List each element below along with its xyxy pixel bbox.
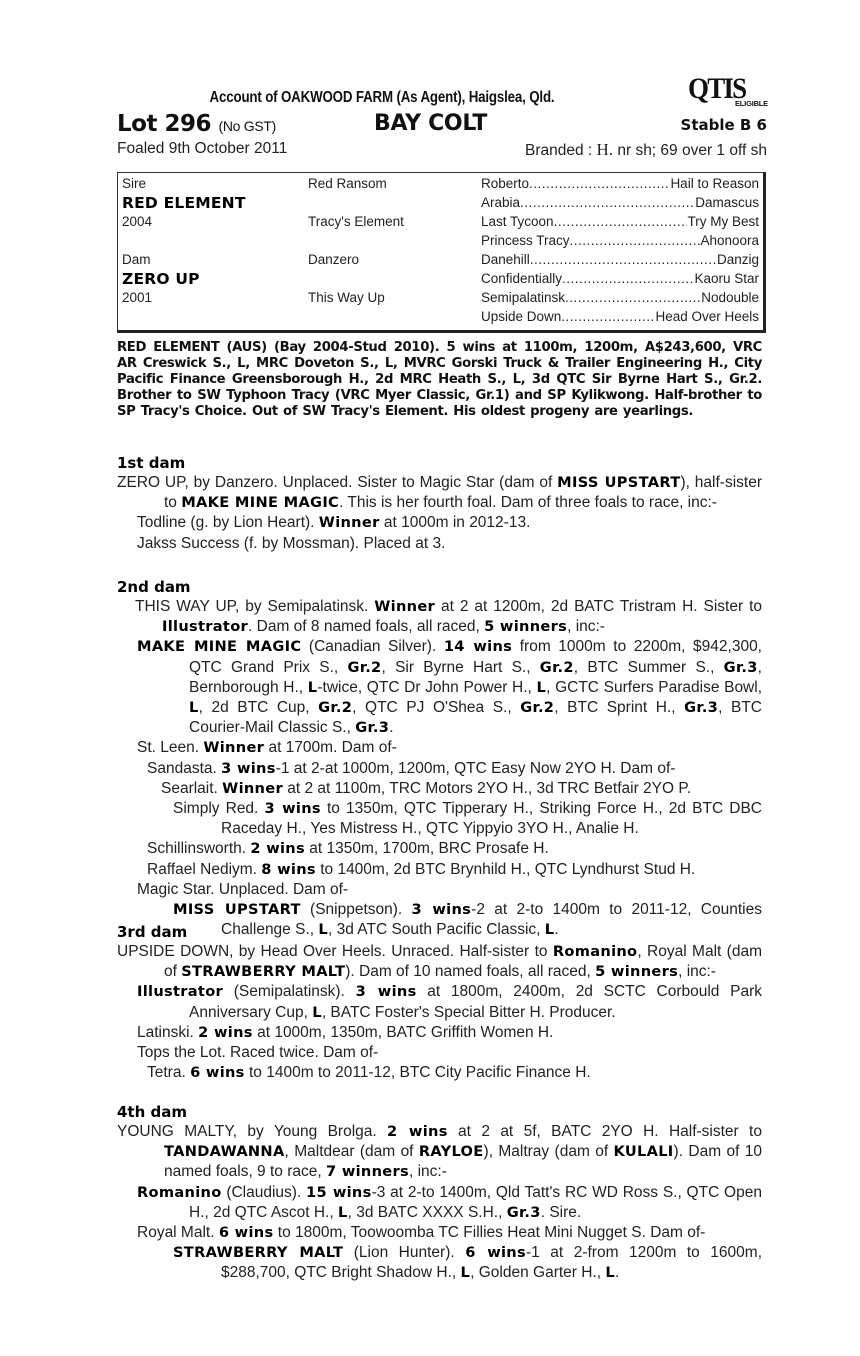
stable-location: Stable B 6: [680, 116, 767, 134]
leader-dots: [570, 232, 701, 250]
section-title: 2nd dam: [117, 578, 191, 596]
pedigree-entry: [117, 880, 762, 900]
text-run: Magic Star. Unplaced. Dam of-: [137, 880, 349, 898]
bold-run: 6 wins: [218, 1224, 274, 1242]
text-run: Latinski.: [137, 1023, 199, 1041]
leader-dots: [529, 175, 670, 193]
text-run: .: [554, 921, 559, 939]
vendor-line: Account of OAKWOOD FARM (As Agent), Haigslea, Qld.: [209, 89, 555, 106]
text-run: , GCTC Surfers Paradise Bowl,: [546, 678, 763, 696]
bold-run: 2 wins: [387, 1123, 448, 1140]
bold-run: L: [605, 1264, 615, 1282]
gen3-row: [481, 213, 759, 231]
bold-run: Winner: [318, 514, 380, 532]
bold-run: Romanino: [137, 1183, 222, 1201]
text-run: Schillinsworth.: [147, 840, 251, 858]
section-title: 3rd dam: [117, 923, 188, 941]
section-title: 1st dam: [117, 454, 186, 472]
bold-run: 3 wins: [355, 983, 417, 1001]
gen3-row: [481, 251, 759, 269]
text-run: , BATC Foster's Special Bitter H. Producer.: [321, 1003, 616, 1021]
gen3-right: Ahonoora: [700, 233, 759, 248]
foaled-date: Foaled 9th October 2011: [117, 140, 288, 157]
text-run: at 1700m. Dam of-: [264, 739, 397, 757]
leader-dots: [530, 251, 717, 269]
section-title: 4th dam: [117, 1103, 187, 1121]
pedigree-entry: [117, 1063, 762, 1083]
gen3-left: Arabia: [481, 195, 521, 210]
bold-run: Winner: [222, 779, 283, 797]
bold-run: L: [307, 678, 318, 696]
qtis-logo-icon: QTIS: [688, 72, 746, 105]
text-run: -3 at 2-to 1400m, Qld Tatt's RC WD Ross S., QTC Open H., 2d QTC Ascot H.,: [189, 1183, 762, 1221]
text-run: at 1350m, 1700m, BRC Prosafe H.: [304, 840, 549, 858]
pedigree-entry: [117, 1223, 762, 1243]
bold-run: 2 wins: [198, 1023, 253, 1041]
text-run: .: [389, 719, 394, 737]
pedigree-entry: [117, 779, 762, 799]
text-run: ), Maltray (dam of: [483, 1143, 614, 1161]
dam-dam: This Way Up: [308, 290, 385, 305]
gen3-row: [481, 270, 759, 288]
gst-note: (No GST): [218, 118, 276, 134]
text-run: THIS WAY UP, by Semipalatinsk.: [135, 598, 375, 615]
bold-run: Gr.3: [506, 1203, 541, 1221]
dam-name: ZERO UP: [122, 270, 200, 288]
pedigree-entry: [117, 1023, 762, 1043]
gen3-left: Roberto: [481, 176, 530, 191]
text-run: , Golden Garter H.,: [470, 1264, 606, 1282]
pedigree-entry: [117, 982, 762, 1022]
dam-year: 2001: [122, 290, 153, 305]
pedigree-entry: [117, 534, 762, 554]
brand-mark: H.: [596, 140, 614, 159]
text-run: , Maltdear (dam of: [284, 1143, 419, 1161]
text-run: ZERO UP, by Danzero. Unplaced. Sister to Magic Star (dam of: [117, 474, 558, 491]
text-run: , QTC PJ O'Shea S.,: [352, 699, 521, 717]
gen3-row: [481, 194, 759, 212]
section-1st-dam: [117, 453, 762, 554]
text-run: , Royal Malt (dam of: [164, 943, 763, 981]
text-run: , inc:-: [408, 1163, 447, 1181]
gen3-right: Hail to Reason: [670, 176, 759, 191]
text-run: at 1000m in 2012-13.: [379, 514, 531, 532]
branded-rest: nr sh; 69 over 1 off sh: [613, 142, 767, 159]
bold-run: Gr.2: [318, 699, 353, 717]
text-run: -twice, QTC Dr John Power H.,: [317, 678, 537, 696]
text-run: , Sir Byrne Hart S.,: [381, 658, 540, 676]
pedigree-entry: [117, 860, 762, 880]
gen3-left: Danehill: [481, 252, 530, 267]
text-run: , inc:-: [678, 963, 716, 981]
sire-label: Sire: [122, 176, 147, 191]
bold-run: 2 wins: [250, 840, 305, 858]
section-body: [117, 597, 762, 940]
dam-label: Dam: [122, 252, 151, 267]
sex-colour: BAY COLT: [374, 111, 488, 136]
text-run: Tops the Lot. Raced twice. Dam of-: [137, 1044, 379, 1062]
bold-run: 3 wins: [221, 759, 276, 777]
text-run: . Dam of 8 named foals, all raced,: [248, 618, 485, 636]
pedigree-entry: [117, 799, 762, 839]
text-run: at 2 at 5f, BATC 2YO H. Half-sister to: [447, 1123, 762, 1140]
bold-run: Winner: [374, 598, 436, 615]
leader-dots: [554, 213, 688, 231]
gen3-row: [481, 232, 759, 250]
bold-run: L: [460, 1264, 471, 1282]
bold-run: KULALI: [613, 1143, 674, 1161]
text-run: , BTC Summer S.,: [573, 658, 724, 676]
lot-number: [117, 111, 276, 137]
text-run: ). Dam of 10 named foals, 9 to race,: [164, 1143, 763, 1181]
bold-run: Gr.2: [539, 658, 574, 676]
bold-run: 3 wins: [411, 901, 472, 919]
text-run: Royal Malt.: [137, 1224, 219, 1242]
leader-dots: [565, 289, 701, 307]
text-run: to 1400m, 2d BTC Brynhild H., QTC Lyndhurst Stud H.: [315, 860, 696, 878]
bold-run: TANDAWANNA: [164, 1143, 285, 1161]
text-run: Sandasta.: [147, 759, 222, 777]
pedigree-entry: [117, 1043, 762, 1063]
lot-label: Lot 296: [117, 111, 211, 137]
bold-run: L: [312, 1003, 322, 1021]
bold-run: MISS UPSTART: [557, 474, 681, 491]
bold-run: L: [544, 921, 555, 939]
text-run: (Canadian Silver).: [301, 638, 444, 656]
bold-run: L: [536, 678, 547, 696]
section-body: [117, 1122, 762, 1284]
text-run: , BTC Sprint H.,: [554, 699, 685, 717]
leader-dots: [561, 308, 655, 326]
text-run: to 1350m, QTC Tipperary H., Striking Force H., 2d BTC DBC Raceday H., Yes Mistress H., QTC Yippyio 3YO H., Analie H.: [221, 800, 762, 838]
section-body: [117, 473, 762, 554]
bold-run: MAKE MINE MAGIC: [181, 494, 340, 512]
text-run: , inc:-: [567, 618, 605, 636]
text-run: St. Leen.: [137, 739, 204, 757]
bold-run: 8 wins: [261, 860, 316, 878]
qtis-eligible-label: ELIGIBLE: [735, 99, 768, 108]
text-run: . Sire.: [540, 1203, 582, 1221]
text-run: -1 at 2-at 1000m, 1200m, QTC Easy Now 2YO H. Dam of-: [275, 759, 676, 777]
bold-run: STRAWBERRY MALT: [173, 1244, 344, 1262]
bold-run: L: [189, 699, 199, 717]
bold-run: Romanino: [552, 943, 638, 960]
pedigree-table: [117, 172, 766, 333]
bold-run: 6 wins: [465, 1244, 526, 1262]
text-run: (Lion Hunter).: [343, 1244, 466, 1262]
text-run: , Bernborough H.,: [189, 658, 762, 696]
gen3-left: Princess Tracy: [481, 233, 570, 248]
text-run: to 1400m to 2011-12, BTC City Pacific Finance H.: [244, 1064, 591, 1082]
lot-header: [117, 111, 767, 139]
bold-run: 14 wins: [443, 638, 513, 656]
text-run: Tetra.: [147, 1064, 191, 1082]
text-run: Todline (g. by Lion Heart).: [137, 514, 319, 532]
text-run: from 1000m to 2200m, $942,300, QTC Grand Prix S.,: [189, 638, 762, 676]
bold-run: 5 winners: [595, 963, 679, 981]
text-run: UPSIDE DOWN, by Head Over Heels. Unraced. Half-sister to: [117, 943, 553, 960]
section-3rd-dam: [117, 922, 762, 1083]
bold-run: 7 winners: [325, 1163, 409, 1181]
bold-run: Winner: [203, 739, 265, 757]
gen3-left: Semipalatinsk: [481, 290, 566, 305]
leader-dots: [520, 194, 695, 212]
gen3-left: Last Tycoon: [481, 214, 554, 229]
leader-dots: [562, 270, 694, 288]
text-run: ), half-sister to: [164, 474, 762, 512]
gen3-right: Damascus: [695, 195, 759, 210]
bold-run: RAYLOE: [418, 1143, 484, 1161]
brand-description: [525, 140, 767, 160]
text-run: (Snippetson).: [300, 901, 412, 919]
gen3-row: [481, 175, 759, 193]
section-body: [117, 942, 762, 1083]
pedigree-entry: [117, 1183, 762, 1223]
bold-run: Illustrator: [137, 983, 224, 1001]
sire-biography: RED ELEMENT (AUS) (Bay 2004-Stud 2010). 5 wins at 1100m, 1200m, A$243,600, VRC AR Creswick S., L, MRC Doveton S., L, MVRC Gorski Truck & Trailer Engineering H., City Pacific Finance Greensborough H., 2d MRC Heath S., L, 3d QTC Sir Byrne Hart S., Gr.2. Brother to SW Typhoon Tracy (VRC Myer Classic, Gr.1) and SP Kylikwong. Half-brother to SP Tracy's Choice. Out of SW Tracy's Element. His oldest progeny are yearlings.: [117, 340, 762, 419]
bold-run: STRAWBERRY MALT: [181, 963, 346, 981]
pedigree-entry: [117, 513, 762, 533]
bold-run: MAKE MINE MAGIC: [137, 638, 302, 656]
sire-dam: Tracy's Element: [308, 214, 404, 229]
pedigree-entry: [117, 473, 762, 513]
text-run: at 2 at 1200m, 2d BATC Tristram H. Sister to: [435, 598, 762, 615]
sire-year: 2004: [122, 214, 153, 229]
text-run: , 2d BTC Cup,: [198, 699, 319, 717]
pedigree-entry: [117, 1122, 762, 1183]
gen3-row: [481, 308, 759, 326]
gen3-left: Upside Down: [481, 309, 562, 324]
text-run: -1 at 2-from 1200m to 1600m, $288,700, QTC Bright Shadow H.,: [221, 1244, 762, 1282]
gen3-left: Confidentially: [481, 271, 563, 286]
text-run: , 3d BATC XXXX S.H.,: [347, 1203, 507, 1221]
bold-run: 6 wins: [190, 1064, 245, 1082]
pedigree-entry: [117, 942, 762, 982]
gen3-right: Try My Best: [687, 214, 759, 229]
pedigree-entry: [117, 839, 762, 859]
bold-run: Gr.3: [723, 658, 758, 676]
bold-run: Gr.2: [520, 699, 555, 717]
text-run: YOUNG MALTY, by Young Brolga.: [117, 1123, 388, 1140]
text-run: at 1800m, 2400m, 2d SCTC Corbould Park Anniversary Cup,: [189, 983, 762, 1021]
text-run: (Claudius).: [221, 1183, 307, 1201]
text-run: (Semipalatinsk).: [223, 983, 356, 1001]
text-run: ). Dam of 10 named foals, all raced,: [345, 963, 596, 981]
sire-name: RED ELEMENT: [122, 194, 246, 212]
pedigree-entry: [117, 637, 762, 738]
bold-run: Gr.3: [355, 719, 390, 737]
gen3-row: [481, 289, 759, 307]
text-run: -2 at 2-to 1400m to 2011-12, Counties Challenge S.,: [221, 901, 762, 939]
text-run: Searlait.: [161, 779, 223, 797]
gen3-right: Danzig: [716, 252, 759, 267]
branded-prefix: Branded :: [524, 142, 597, 159]
text-run: . This is her fourth foal. Dam of three foals to race, inc:-: [339, 494, 717, 512]
text-run: Simply Red.: [173, 800, 265, 818]
gen3-right: Nodouble: [701, 290, 759, 305]
bold-run: 5 winners: [484, 618, 568, 636]
pedigree-entry: [117, 738, 762, 758]
gen3-right: Kaoru Star: [694, 271, 759, 286]
bold-run: Gr.3: [684, 699, 719, 717]
text-run: at 1000m, 1350m, BATC Griffith Women H.: [252, 1023, 554, 1041]
qtis-eligible-logo: [688, 72, 768, 110]
section-2nd-dam: [117, 577, 762, 940]
sire-sire: Red Ransom: [308, 176, 387, 191]
bold-run: L: [318, 921, 328, 939]
bold-run: 15 wins: [306, 1183, 372, 1201]
text-run: , BTC Courier-Mail Classic S.,: [189, 699, 762, 737]
pedigree-entry: [117, 1243, 762, 1283]
bold-run: Illustrator: [162, 618, 249, 636]
bold-run: Gr.2: [347, 658, 382, 676]
text-run: Jakss Success (f. by Mossman). Placed at 3.: [137, 534, 446, 552]
dam-sire: Danzero: [308, 252, 360, 267]
bold-run: L: [338, 1203, 348, 1221]
section-4th-dam: [117, 1102, 762, 1284]
text-run: , 3d ATC South Pacific Classic,: [327, 921, 545, 939]
text-run: Raffael Nediym.: [147, 860, 262, 878]
text-run: to 1800m, Toowoomba TC Fillies Heat Mini Nugget S. Dam of-: [273, 1224, 706, 1242]
pedigree-entry: [117, 759, 762, 779]
pedigree-entry: [117, 597, 762, 637]
bold-run: 3 wins: [264, 800, 321, 818]
bold-run: MISS UPSTART: [173, 901, 301, 919]
gen3-right: Head Over Heels: [655, 309, 759, 324]
text-run: at 2 at 1100m, TRC Motors 2YO H., 3d TRC Betfair 2YO P.: [282, 779, 692, 797]
text-run: .: [615, 1264, 620, 1282]
